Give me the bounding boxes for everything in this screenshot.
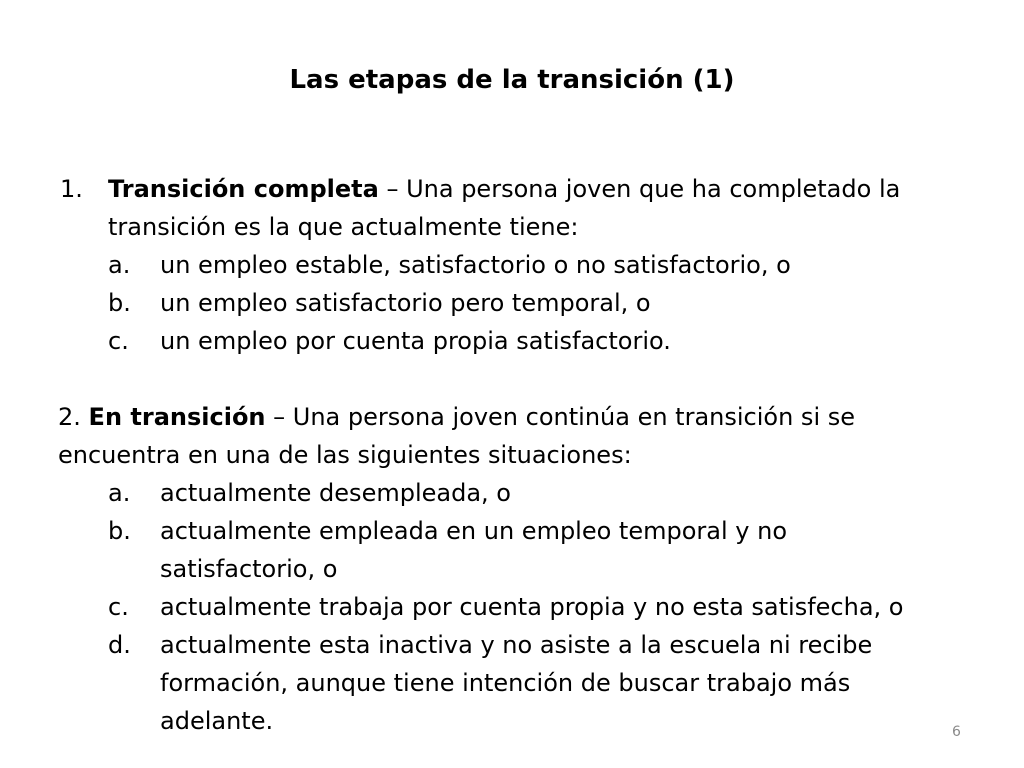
section-1-item-c-text: un empleo por cuenta propia satisfactorio. [160,327,671,355]
section-2-item-b-text: actualmente empleada en un empleo temporal y no [160,517,787,545]
section-1-number: 1. [60,175,83,203]
section-2-item-d-text-cont2: adelante. [160,707,274,735]
section-2-item-a-text: actualmente desempleada, o [160,479,511,507]
slide-title: Las etapas de la transición (1) [289,65,735,95]
section-1-lead-line [108,170,900,208]
section-1-item-a-text: un empleo estable, satisfactorio o no satisfactorio, o [160,251,791,279]
section-1-item-a-label: a. [108,251,131,279]
section-2-number: 2. [58,403,81,431]
section-2-item-c-text: actualmente trabaja por cuenta propia y no esta satisfecha, o [160,593,904,621]
section-1-item-b-label: b. [108,289,131,317]
section-2-item-d-label: d. [108,631,131,659]
section-1-term: Transición completa [108,175,379,203]
section-1-item-c-label: c. [108,327,129,355]
section-2-item-b-label: b. [108,517,131,545]
section-2-lead-line [58,398,855,436]
section-2-lead-cont: encuentra en una de las siguientes situaciones: [58,441,632,469]
section-2-item-a-label: a. [108,479,131,507]
section-2-item-b-text-cont: satisfactorio, o [160,555,338,583]
section-1-lead-cont: transición es la que actualmente tiene: [108,213,579,241]
section-2-item-c-label: c. [108,593,129,621]
section-2-item-d-text-cont: formación, aunque tiene intención de buscar trabajo más [160,669,851,697]
section-1-item-b-text: un empleo satisfactorio pero temporal, o [160,289,651,317]
section-1-lead: – Una persona joven que ha completado la [378,175,901,203]
section-2-lead: – Una persona joven continúa en transición si se [265,403,856,431]
page-number: 6 [952,724,961,740]
section-2-term: En transición [88,403,266,431]
section-2-item-d-text: actualmente esta inactiva y no asiste a la escuela ni recibe [160,631,873,659]
